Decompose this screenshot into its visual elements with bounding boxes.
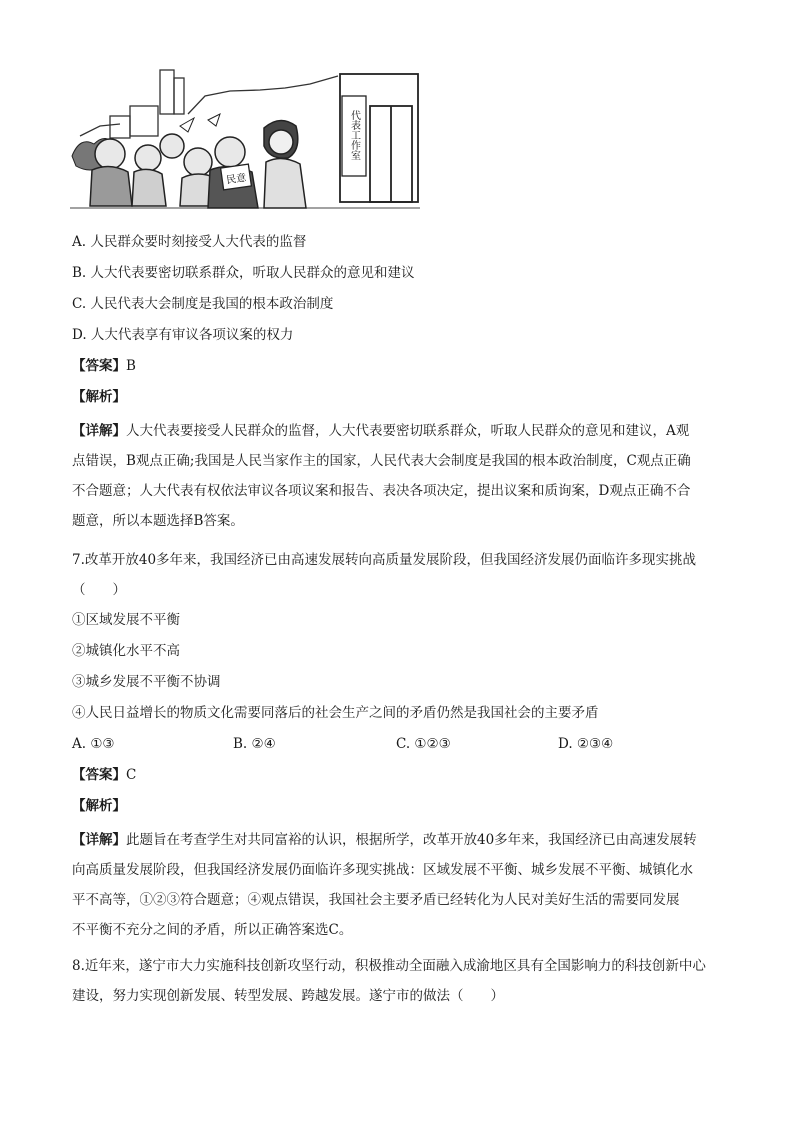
option-c: C. ①②③ [396, 736, 451, 752]
detail-line: 点错误，B观点正确;我国是人民当家作主的国家，人民代表大会制度是我国的根本政治制度，C观点正确 [72, 453, 691, 469]
answer-value: B [126, 358, 136, 374]
detail-tag: 【详解】 [72, 832, 126, 848]
detail-line: 平不高等，①②③符合题意；④观点错误，我国社会主要矛盾已经转化为人民对美好生活的需要同发展 [72, 892, 680, 908]
analysis-tag [72, 386, 126, 408]
item-1: ①区域发展不平衡 [72, 612, 180, 628]
detail-paragraph [72, 416, 722, 536]
detail-line: 【详解】人大代表要接受人民群众的监督，人大代表要密切联系群众，听取人民群众的意见和建议，A观 [72, 423, 690, 439]
question-stem [72, 545, 722, 605]
analysis-tag [72, 795, 126, 817]
question-stem [72, 951, 722, 1011]
stem-line: 8.近年来，遂宁市大力实施科技创新攻坚行动，积极推动全面融入成渝地区具有全国影响力的科技创新中心 [72, 958, 706, 974]
paper-label: 民意 [225, 172, 248, 187]
option-a: A. ①③ [72, 736, 115, 752]
detail-tag: 【详解】 [72, 423, 126, 439]
detail-line: 不平衡不充分之间的矛盾，所以正确答案选C。 [72, 922, 353, 938]
option-b: B. ②④ [233, 736, 276, 752]
detail-line: 【详解】此题旨在考查学生对共同富裕的认识，根据所学，改革开放40多年来，我国经济已由高速发展转 [72, 832, 697, 848]
answer-value: C [126, 767, 137, 783]
stem-line: 7.改革开放40多年来，我国经济已由高速发展转向高质量发展阶段，但我国经济发展仍面临许多现实挑战 [72, 552, 697, 568]
detail-line: 题意，所以本题选择B答案。 [72, 513, 244, 529]
option-a: A. 人民群众要时刻接受人大代表的监督 [72, 234, 307, 250]
option-d: D. ②③④ [558, 736, 614, 752]
answer-line [72, 355, 136, 377]
analysis-label: 【解析】 [72, 389, 126, 405]
answer-tag: 【答案】 [72, 358, 126, 374]
detail-line: 向高质量发展阶段，但我国经济发展仍面临许多现实挑战：区域发展不平衡、城乡发展不平衡、城镇化水 [72, 862, 693, 878]
cartoon-illustration [70, 66, 420, 216]
detail-paragraph [72, 825, 722, 945]
answer-tag: 【答案】 [72, 767, 126, 783]
item-3: ③城乡发展不平衡不协调 [72, 674, 221, 690]
option-d: D. 人大代表享有审议各项议案的权力 [72, 327, 294, 343]
item-2: ②城镇化水平不高 [72, 643, 180, 659]
stem-line: 建设，努力实现创新发展、转型发展、跨越发展。遂宁市的做法（ ） [72, 988, 504, 1004]
detail-line: 不合题意；人大代表有权依法审议各项议案和报告、表决各项决定，提出议案和质询案，D观点正确不合 [72, 483, 691, 499]
office-sign: 代表工作室 [348, 110, 360, 160]
item-4: ④人民日益增长的物质文化需要同落后的社会生产之间的矛盾仍然是我国社会的主要矛盾 [72, 705, 599, 721]
analysis-label: 【解析】 [72, 798, 126, 814]
option-c: C. 人民代表大会制度是我国的根本政治制度 [72, 296, 334, 312]
option-b: B. 人大代表要密切联系群众，听取人民群众的意见和建议 [72, 265, 415, 281]
stem-line: （ ） [72, 582, 126, 598]
answer-line [72, 764, 136, 786]
